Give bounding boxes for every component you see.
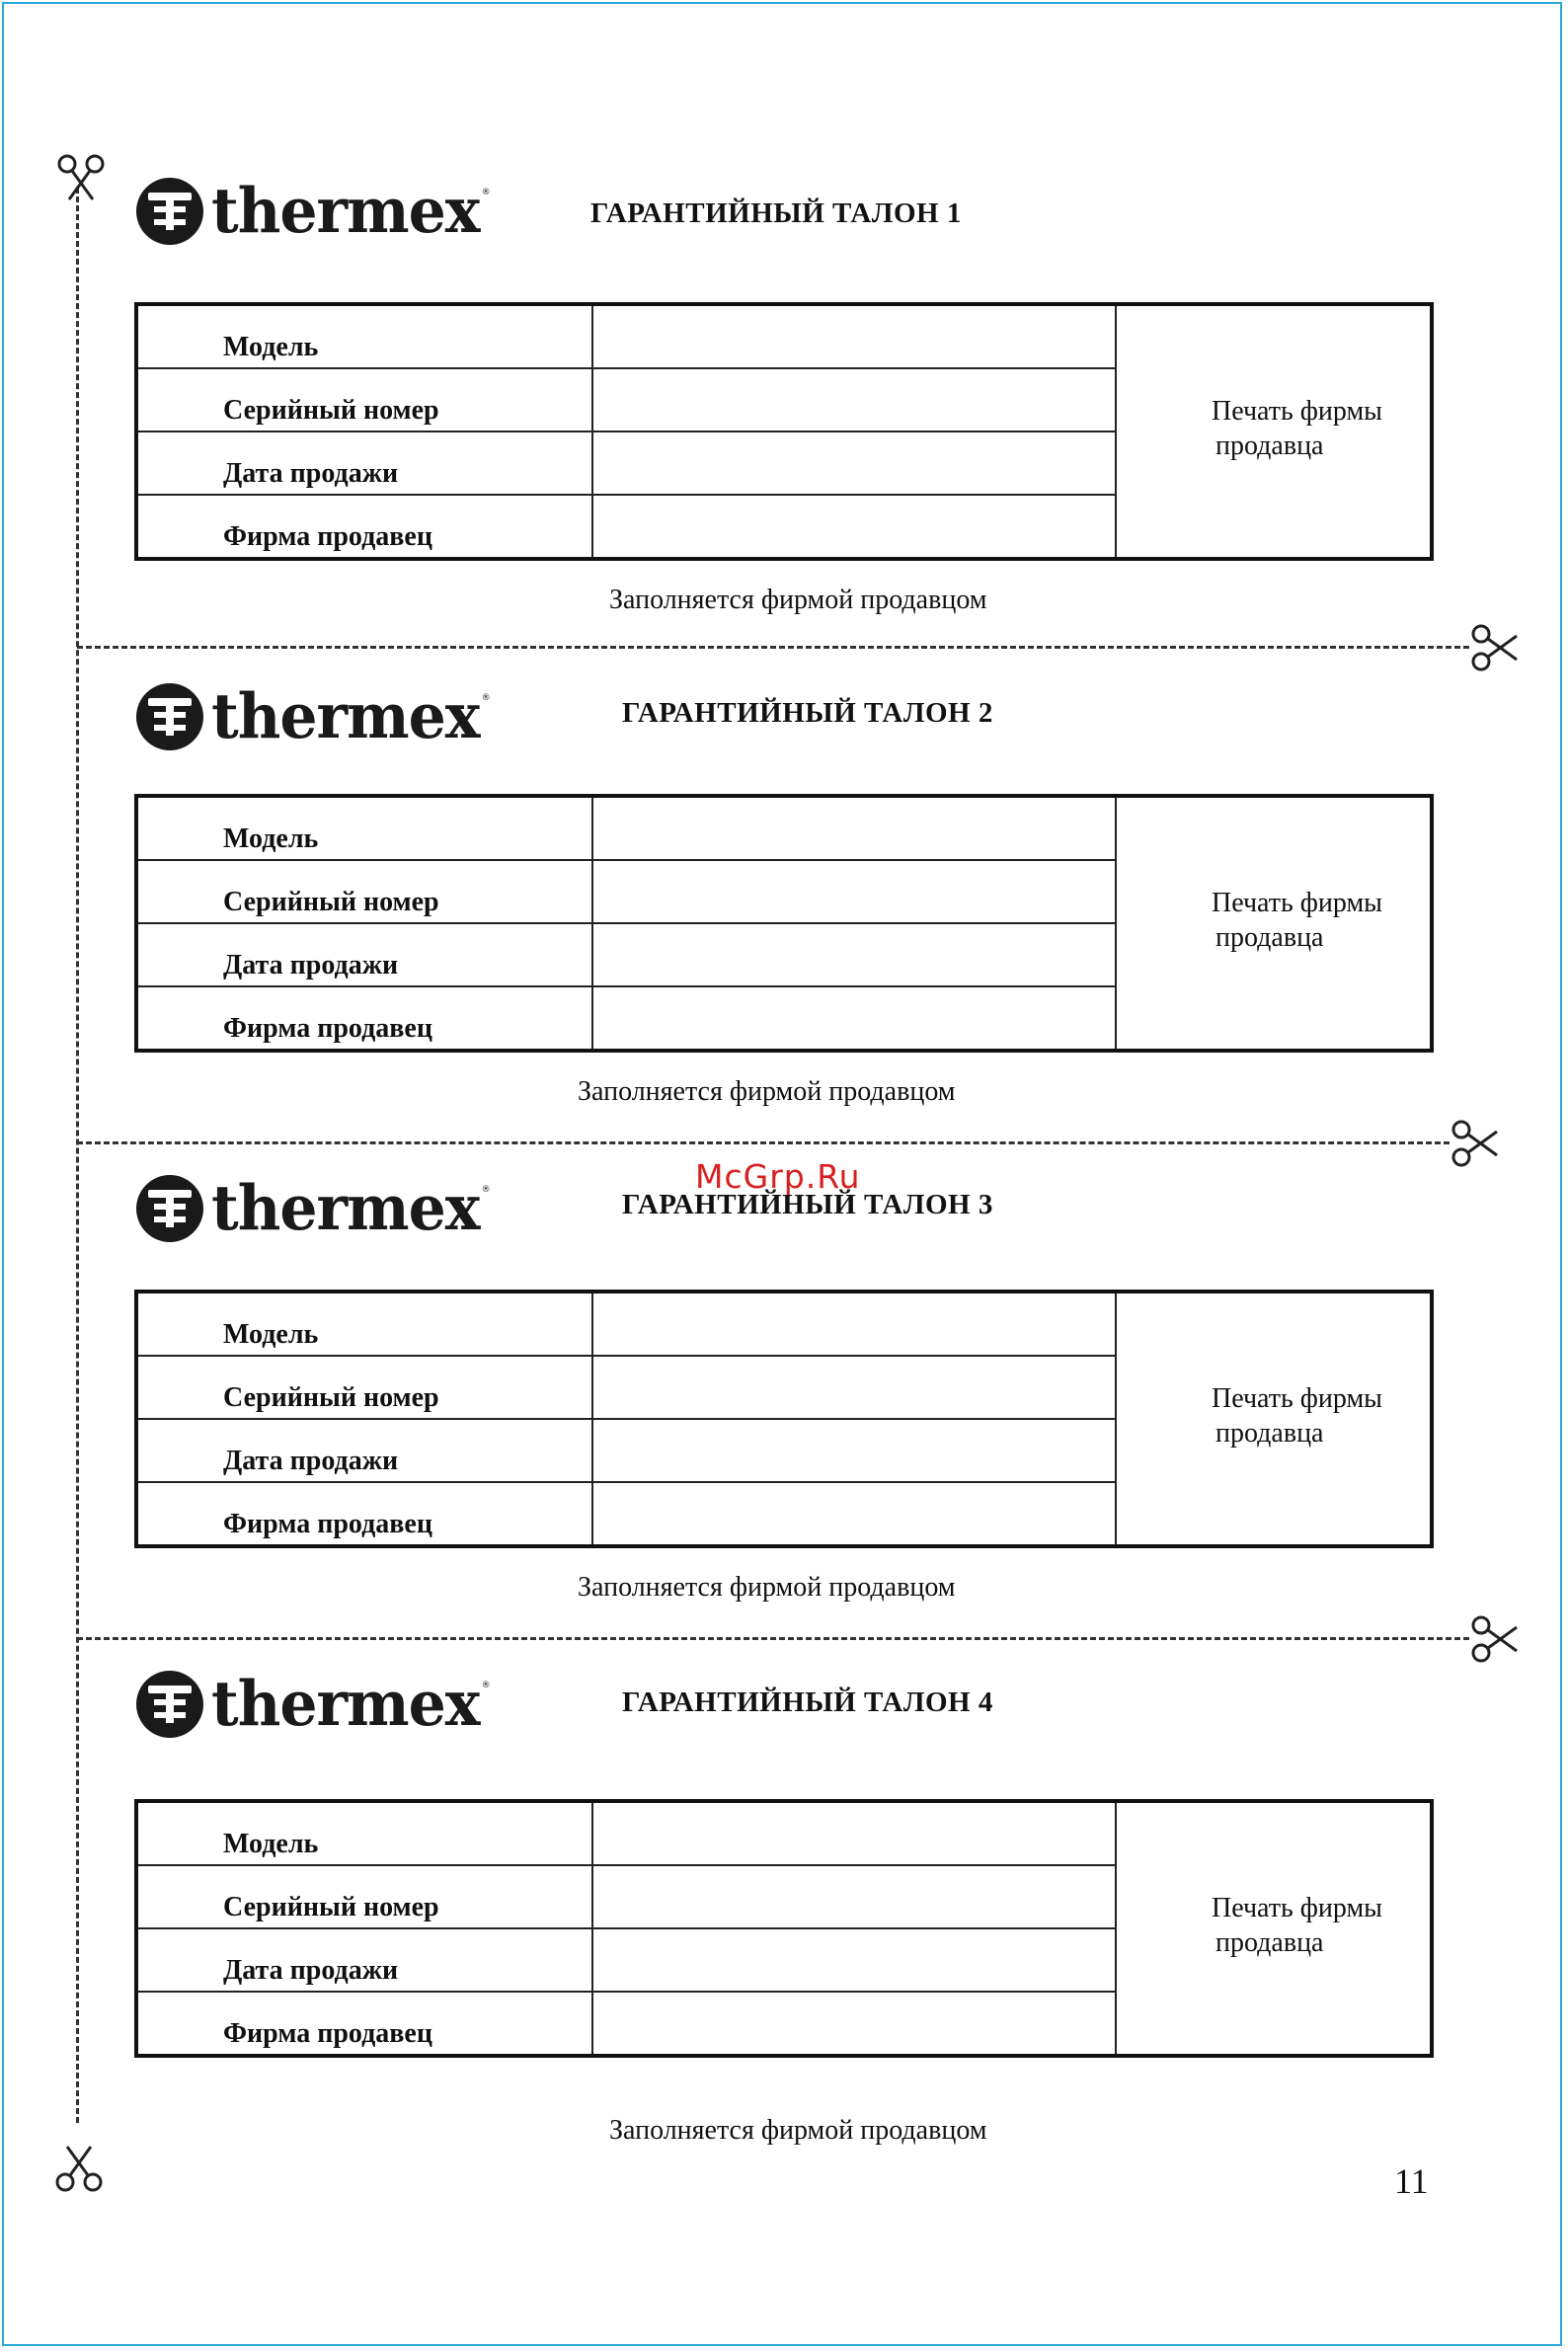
row-label-serial: Серийный номер (136, 1865, 592, 1928)
coupon-title: ГАРАНТИЙНЫЙ ТАЛОН 3 (622, 1189, 993, 1220)
scissors-icon (1469, 1613, 1521, 1665)
coupon-title: ГАРАНТИЙНЫЙ ТАЛОН 1 (590, 197, 962, 229)
model-field[interactable] (592, 1801, 1116, 1865)
model-field[interactable] (592, 304, 1116, 368)
thermex-logo (134, 1665, 491, 1744)
row-label-model: Модель (136, 304, 592, 368)
model-field[interactable] (592, 796, 1116, 860)
registered-mark: ® (481, 693, 491, 703)
thermex-logo (134, 172, 491, 251)
brand-name: thermex (211, 1172, 480, 1245)
registered-mark: ® (481, 1185, 491, 1195)
brand-name: thermex (211, 175, 480, 248)
stamp-label-line2: продавца (1215, 1927, 1324, 1958)
row-label-sale-date: Дата продажи (136, 1419, 592, 1482)
sale-date-field[interactable] (592, 1928, 1116, 1992)
seller-stamp-area (1116, 796, 1432, 1051)
seller-stamp-area (1116, 1292, 1432, 1546)
thermex-logo-icon (134, 1173, 205, 1244)
seller-field[interactable] (592, 1482, 1116, 1546)
stamp-label-line1: Печать фирмы (1212, 888, 1382, 918)
fill-in-note: Заполняется фирмой продавцом (609, 585, 987, 615)
brand-name: thermex (211, 680, 480, 753)
serial-number-field[interactable] (592, 860, 1116, 923)
scissors-icon (1450, 1118, 1501, 1169)
thermex-logo (134, 677, 491, 756)
warranty-table (134, 1290, 1434, 1548)
row-label-serial: Серийный номер (136, 860, 592, 923)
model-field[interactable] (592, 1292, 1116, 1356)
row-label-seller: Фирма продавец (223, 521, 432, 552)
warranty-table (134, 794, 1434, 1053)
serial-number-field[interactable] (592, 1356, 1116, 1419)
scissors-icon (53, 2143, 105, 2194)
scissors-icon (55, 152, 107, 203)
brand-name: thermex (211, 1668, 480, 1741)
coupon-title: ГАРАНТИЙНЫЙ ТАЛОН 4 (622, 1686, 993, 1718)
sale-date-field[interactable] (592, 431, 1116, 495)
registered-mark: ® (481, 1681, 491, 1690)
registered-mark: ® (481, 188, 491, 197)
seller-field[interactable] (592, 986, 1116, 1051)
vertical-cut-line (76, 188, 79, 2123)
fill-in-note: Заполняется фирмой продавцом (609, 2115, 987, 2146)
row-label-serial: Серийный номер (136, 1356, 592, 1419)
row-label-serial: Серийный номер (136, 368, 592, 431)
sale-date-field[interactable] (592, 923, 1116, 986)
fill-in-note: Заполняется фирмой продавцом (578, 1076, 956, 1107)
stamp-label-line2: продавца (1215, 1418, 1324, 1449)
row-label-seller: Фирма продавец (223, 1509, 432, 1539)
thermex-logo-icon (134, 681, 205, 752)
row-label-seller: Фирма продавец (223, 2018, 432, 2049)
row-label-sale-date: Дата продажи (136, 1928, 592, 1992)
cut-line-2 (77, 1141, 1450, 1144)
seller-field[interactable] (592, 495, 1116, 559)
row-label-model: Модель (136, 1801, 592, 1865)
stamp-label-line2: продавца (1215, 922, 1324, 953)
cut-line-3 (77, 1637, 1469, 1640)
fill-in-note: Заполняется фирмой продавцом (578, 1572, 956, 1603)
seller-stamp-area (1116, 304, 1432, 559)
seller-stamp-area (1116, 1801, 1432, 2056)
cut-line-1 (77, 646, 1469, 649)
thermex-logo-icon (134, 176, 205, 247)
thermex-logo-icon (134, 1669, 205, 1740)
row-label-model: Модель (136, 1292, 592, 1356)
thermex-logo (134, 1169, 491, 1248)
sale-date-field[interactable] (592, 1419, 1116, 1482)
page-number: 11 (1394, 2161, 1429, 2201)
scissors-icon (1469, 622, 1521, 673)
stamp-label-line2: продавца (1215, 431, 1324, 461)
warranty-table (134, 302, 1434, 561)
serial-number-field[interactable] (592, 1865, 1116, 1928)
stamp-label-line1: Печать фирмы (1212, 396, 1382, 427)
seller-field[interactable] (592, 1992, 1116, 2056)
coupon-title: ГАРАНТИЙНЫЙ ТАЛОН 2 (622, 697, 993, 729)
watermark: McGrp.Ru (695, 1157, 861, 1196)
stamp-label-line1: Печать фирмы (1212, 1383, 1382, 1414)
serial-number-field[interactable] (592, 368, 1116, 431)
row-label-sale-date: Дата продажи (136, 923, 592, 986)
warranty-table (134, 1799, 1434, 2058)
stamp-label-line1: Печать фирмы (1212, 1893, 1382, 1923)
row-label-model: Модель (136, 796, 592, 860)
row-label-seller: Фирма продавец (223, 1013, 432, 1044)
row-label-sale-date: Дата продажи (136, 431, 592, 495)
